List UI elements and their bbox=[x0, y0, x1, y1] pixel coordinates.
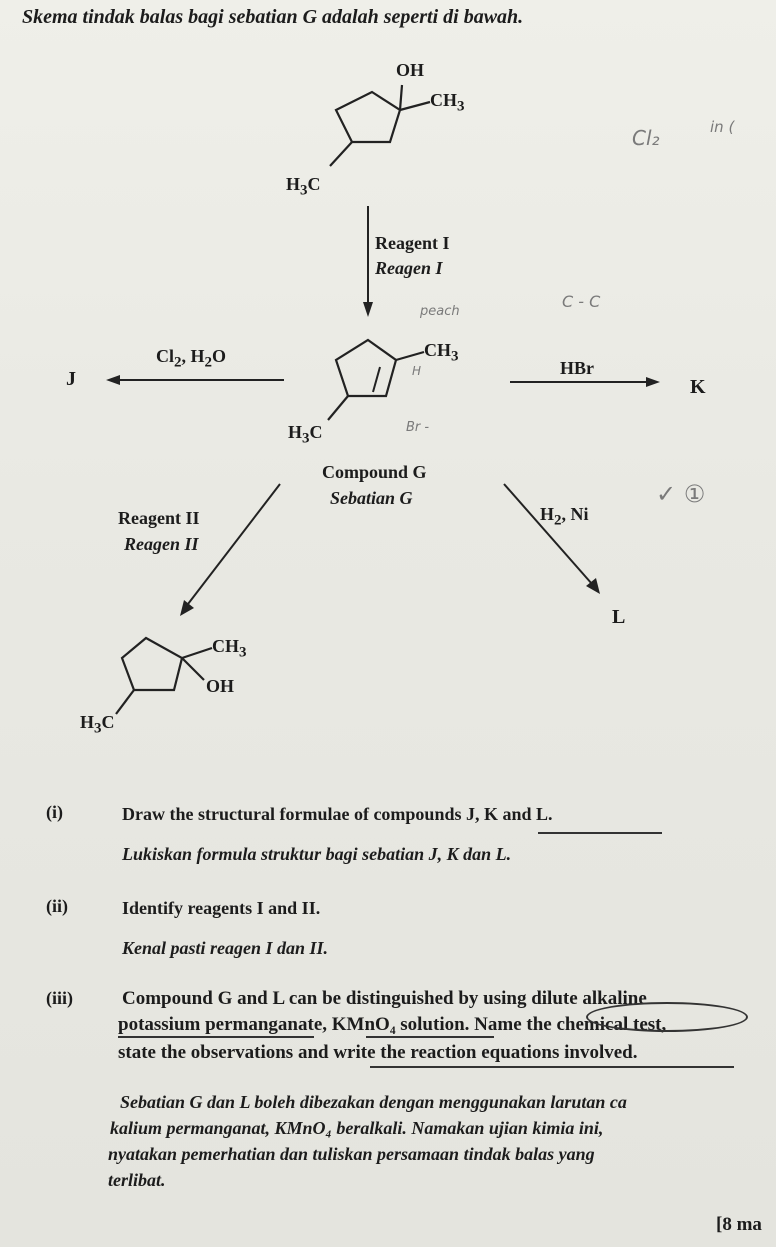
cl2-h2o-reagent: $Cl_2$, $H_2O$ bbox=[156, 346, 227, 371]
product-j: J bbox=[66, 368, 76, 390]
q3-ms-line3: nyatakan pemerhatian dan tuliskan persamaan tindak balas yang bbox=[108, 1144, 595, 1164]
top-molecule-structure bbox=[300, 80, 420, 170]
reagent-1-en: Reagent I bbox=[375, 233, 450, 253]
pencil-note-f: peach bbox=[420, 304, 460, 319]
pencil-note-c: C - C bbox=[562, 292, 601, 311]
marks-label: [8 ma bbox=[716, 1214, 762, 1235]
scheme-title: Skema tindak balas bagi sebatian G adalah seperti di bawah. bbox=[22, 6, 524, 28]
pencil-note-g: Br - bbox=[406, 420, 430, 435]
top-oh-label: OH bbox=[396, 60, 425, 80]
q2-number: (ii) bbox=[46, 896, 68, 916]
reagent-1-arrow bbox=[360, 206, 376, 318]
q1-pen-underline bbox=[538, 832, 662, 834]
compound-g-label-en: Compound G bbox=[322, 462, 427, 482]
pencil-note-a: Cl₂ bbox=[632, 126, 660, 150]
reagent-1-ms: Reagen I bbox=[375, 258, 443, 278]
reagent-2-en: Reagent II bbox=[118, 508, 200, 528]
product-k: K bbox=[690, 376, 706, 398]
q2-en: Identify reagents I and II. bbox=[122, 898, 321, 918]
q3-number: (iii) bbox=[46, 988, 73, 1008]
g-ch3-label: $CH_3$ bbox=[424, 340, 459, 365]
arrow-to-j bbox=[106, 372, 286, 388]
pencil-note-e: ✓ ① bbox=[656, 480, 706, 508]
q3-en-line3: state the observations and write the reaction equations involved. bbox=[118, 1042, 638, 1063]
pencil-note-b: in ( bbox=[710, 118, 735, 136]
bottom-h3c-label: $H_3C$ bbox=[80, 712, 115, 737]
q3-pen-underline-2 bbox=[366, 1036, 494, 1038]
q3-en-line2: potassium permanganate, KMnO₄ solution. Name the chemical test, bbox=[118, 1014, 667, 1035]
q1-ms: Lukiskan formula struktur bagi sebatian J, K dan L. bbox=[122, 844, 512, 864]
top-ch3-label: $CH_3$ bbox=[430, 90, 465, 115]
top-h3c-label: $H_3C$ bbox=[286, 174, 321, 199]
q3-ms-line4: terlibat. bbox=[108, 1170, 166, 1190]
hbr-reagent: HBr bbox=[560, 358, 594, 378]
q2-ms: Kenal pasti reagen I dan II. bbox=[122, 938, 329, 958]
h2-ni-reagent: $H_2$, Ni bbox=[540, 504, 589, 529]
bottom-ch3-label: $CH_3$ bbox=[212, 636, 247, 661]
q3-pen-circle bbox=[586, 1002, 748, 1032]
q3-en-line1: Compound G and L can be distinguished by using dilute alkaline bbox=[122, 988, 647, 1009]
product-l: L bbox=[612, 606, 626, 628]
pencil-note-h: H bbox=[412, 364, 422, 378]
q3-pen-underline-1 bbox=[118, 1036, 314, 1038]
q1-number: (i) bbox=[46, 802, 63, 822]
reagent-2-ms: Reagen II bbox=[124, 534, 199, 554]
arrow-to-l bbox=[500, 480, 610, 600]
compound-g-label-ms: Sebatian G bbox=[330, 488, 413, 508]
bottom-oh-label: OH bbox=[206, 676, 235, 696]
q3-ms-line1: Sebatian G dan L boleh dibezakan dengan menggunakan larutan ca bbox=[120, 1092, 627, 1112]
q3-pen-underline-3 bbox=[370, 1066, 734, 1068]
bottom-molecule-structure bbox=[100, 630, 220, 730]
q3-ms-line2: kalium permanganat, KMnO₄ beralkali. Namakan ujian kimia ini, bbox=[110, 1118, 604, 1138]
q1-en: Draw the structural formulae of compounds J, K and L. bbox=[122, 804, 553, 824]
g-h3c-label: $H_3C$ bbox=[288, 422, 323, 447]
compound-g-structure bbox=[300, 330, 420, 430]
